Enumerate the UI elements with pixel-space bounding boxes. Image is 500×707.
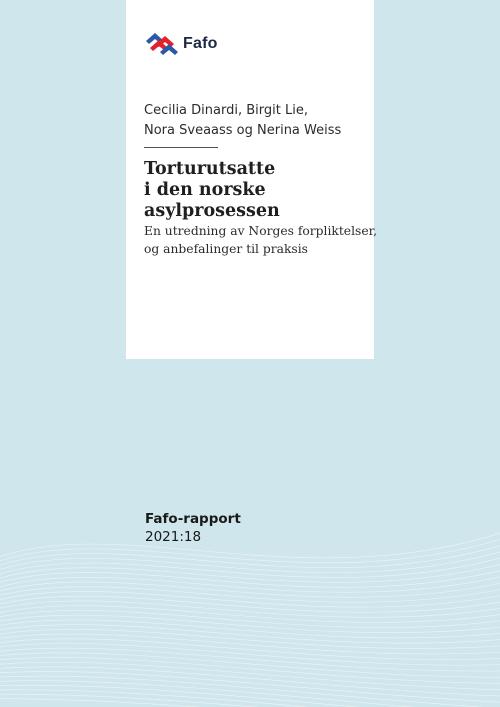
fafo-logo-icon bbox=[144, 32, 180, 56]
subtitle-line-2: og anbefalinger til praksis bbox=[144, 242, 308, 256]
series-name: Fafo-rapport bbox=[145, 511, 241, 527]
title-line-3: asylprosessen bbox=[144, 201, 280, 221]
report-subtitle bbox=[144, 222, 378, 258]
series-number: 2021:18 bbox=[145, 529, 202, 545]
title-line-2: i den norske bbox=[144, 180, 266, 200]
fafo-logo-text: Fafo bbox=[183, 35, 218, 52]
report-series bbox=[145, 510, 241, 546]
wave-line bbox=[0, 596, 500, 612]
wave-line bbox=[0, 634, 500, 654]
authors-line-1: Cecilia Dinardi, Birgit Lie, bbox=[144, 103, 308, 118]
wave-line bbox=[0, 643, 500, 665]
wave-line bbox=[0, 685, 500, 707]
wave-line bbox=[0, 530, 500, 560]
title-panel bbox=[126, 0, 378, 359]
fafo-logo bbox=[144, 32, 218, 56]
wave-line bbox=[0, 671, 500, 702]
wave-line bbox=[0, 639, 500, 660]
wave-line bbox=[0, 694, 500, 707]
divider bbox=[144, 147, 218, 148]
subtitle-line-1: En utredning av Norges forpliktelser, bbox=[144, 224, 378, 238]
wave-line bbox=[0, 543, 500, 569]
wave-line bbox=[0, 615, 500, 633]
title-line-1: Torturutsatte bbox=[144, 159, 276, 179]
wave-line bbox=[0, 549, 500, 572]
authors-line-2: Nora Sveaass og Nerina Weiss bbox=[144, 123, 342, 138]
authors bbox=[144, 101, 370, 141]
wave-line bbox=[0, 587, 500, 602]
report-title bbox=[144, 159, 370, 222]
